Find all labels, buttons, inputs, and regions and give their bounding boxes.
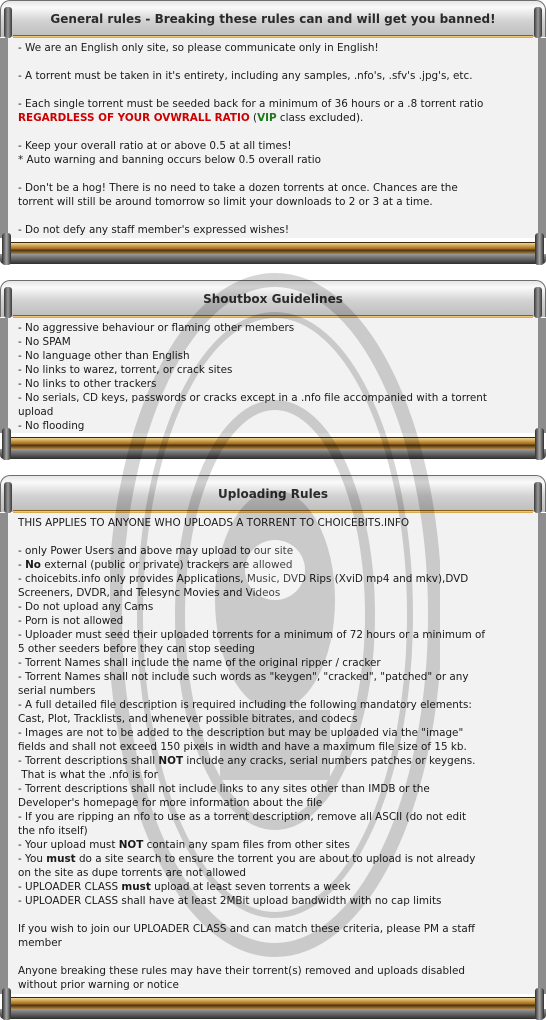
upload-rule: - Torrent descriptions shall not include links to any sites other than IMDB or the [18, 783, 430, 795]
upload-rule: - If you are ripping an nfo to use as a torrent description, remove all ASCII (do not edit [18, 811, 467, 823]
rule-seed-back-cont: REGARDLESS OF YOUR OVWRALL RATIO (VIP class excluded). [18, 112, 364, 124]
upload-rule: - You must do a site search to ensure the torrent you are about to upload is not already [18, 853, 476, 865]
shoutbox-item: upload [18, 406, 54, 418]
upload-rule: - UPLOADER CLASS must upload at least seven torrents a week [18, 881, 351, 893]
breaking-rules-notice: Anyone breaking these rules may have their torrent(s) removed and uploads disabled [18, 965, 466, 977]
upload-rule: - No external (public or private) trackers are allowed [18, 559, 293, 571]
uploading-rules-header [0, 475, 546, 512]
uploading-rules-title: Uploading Rules [218, 487, 328, 501]
upload-rule: - choicebits.info only provides Applications, Music, DVD Rips (XviD mp4 and mkv),DVD [18, 573, 469, 585]
general-rules-title: General rules - Breaking these rules can and will get you banned! [50, 12, 496, 26]
shoutbox-item: - No aggressive behaviour or flaming other members [18, 322, 295, 334]
shoutbox-title: Shoutbox Guidelines [203, 292, 343, 306]
rule-overall-ratio: - Keep your overall ratio at or above 0.5 at all times! [18, 140, 292, 152]
shoutbox-header [0, 280, 546, 317]
upload-rule: - UPLOADER CLASS shall have at least 2MBit upload bandwidth with no cap limits [18, 895, 442, 907]
breaking-rules-notice-cont: without prior warning or notice [18, 979, 179, 991]
upload-rule: That is what the .nfo is for [18, 769, 158, 781]
upload-rule: - Uploader must seed their uploaded torrents for a minimum of 72 hours or a minimum of [18, 629, 486, 641]
shoutbox-item: - No SPAM [18, 336, 71, 348]
upload-rule: - Torrent Names shall include the name of the original ripper / cracker [18, 657, 381, 669]
rule-staff-wishes: - Do not defy any staff member's expressed wishes! [18, 224, 290, 236]
uploading-rules-body [0, 513, 546, 994]
shoutbox-item: - No flooding [18, 420, 85, 432]
general-rules-body [0, 38, 546, 238]
uploader-class-invite: If you wish to join our UPLOADER CLASS and can match these criteria, please PM a staff [18, 923, 475, 935]
vip-label: VIP [257, 112, 277, 124]
upload-rule: - only Power Users and above may upload to our site [18, 545, 294, 557]
general-rules-header [0, 0, 546, 37]
rule-no-hog-cont: torrent will still be around tomorrow so limit your downloads to 2 or 3 at a time. [18, 196, 433, 208]
general-rules-footer [0, 237, 546, 265]
upload-rule: Cast, Plot, Tracklists, and whenever possible bitrates, and codecs [18, 713, 358, 725]
upload-rule: - Images are not to be added to the description but may be uploaded via the "image" [18, 727, 464, 739]
shoutbox-item: - No links to warez, torrent, or crack sites [18, 364, 233, 376]
uploading-header: THIS APPLIES TO ANYONE WHO UPLOADS A TORRENT TO CHOICEBITS.INFO [18, 517, 410, 529]
uploading-rules-footer [0, 992, 546, 1020]
upload-rule: - Torrent Names shall not include such words as "keygen", "cracked", "patched" or any [18, 671, 469, 683]
shoutbox-body [0, 318, 546, 433]
shoutbox-item: - No serials, CD keys, passwords or cracks except in a .nfo file accompanied with a torrent [18, 392, 487, 404]
upload-rule: Screeners, DVDR, and Telesync Movies and Videos [18, 587, 281, 599]
upload-rule: serial numbers [18, 685, 96, 697]
upload-rule: Developer's homepage for more information about the file [18, 797, 323, 809]
upload-rule: - Your upload must NOT contain any spam files from other sites [18, 839, 350, 851]
rule-auto-warning: * Auto warning and banning occurs below 0.5 overall ratio [18, 154, 321, 166]
shoutbox-item: - No language other than English [18, 350, 190, 362]
uploader-class-invite-cont: member [18, 937, 62, 949]
rule-no-hog: - Don't be a hog! There is no need to take a dozen torrents at once. Chances are the [18, 182, 458, 194]
upload-rule: fields and shall not exceed 150 pixels in width and have a maximum file size of 15 kb. [18, 741, 467, 753]
upload-rule: 5 other seeders before they can stop seeding [18, 643, 255, 655]
shoutbox-footer [0, 432, 546, 460]
shoutbox-item: - No links to other trackers [18, 378, 157, 390]
rule-entirety: - A torrent must be taken in it's entirety, including any samples, .nfo's, .sfv's .jpg's, etc. [18, 70, 473, 82]
upload-rule: on the site as dupe torrents are not allowed [18, 867, 246, 879]
upload-rule: the nfo itself) [18, 825, 88, 837]
upload-rule: - Porn is not allowed [18, 615, 124, 627]
rule-seed-back: - Each single torrent must be seeded back for a minimum of 36 hours or a .8 torrent ratio [18, 98, 484, 110]
upload-rule: - Do not upload any Cams [18, 601, 154, 613]
ratio-warning-text: REGARDLESS OF YOUR OVWRALL RATIO [18, 112, 250, 124]
upload-rule: - Torrent descriptions shall NOT include any cracks, serial numbers patches or keygens. [18, 755, 476, 767]
rule-english-only: - We are an English only site, so please communicate only in English! [18, 42, 379, 54]
upload-rule: - A full detailed file description is required including the following mandatory elements: [18, 699, 472, 711]
shoutbox-list [18, 321, 530, 433]
